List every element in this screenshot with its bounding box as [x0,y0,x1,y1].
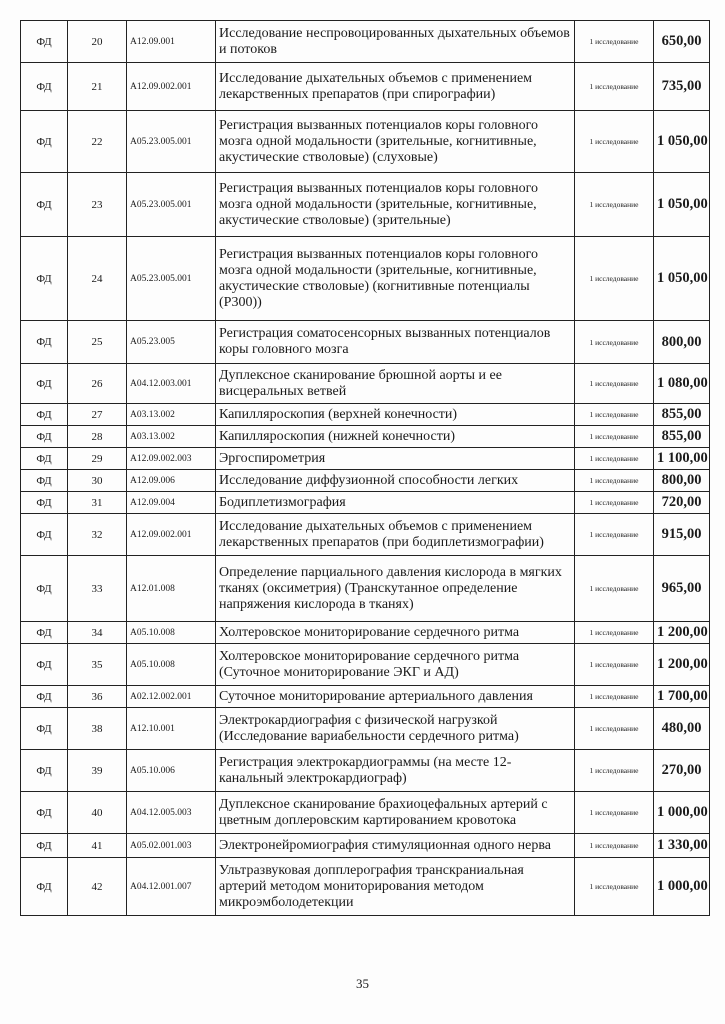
price-cell: 720,00 [654,492,710,514]
section-cell: ФД [21,404,68,426]
table-row [21,111,710,173]
unit-cell: 1 исследование [575,750,654,792]
number-cell: 36 [68,686,127,708]
number-cell: 29 [68,448,127,470]
table-row [21,708,710,750]
unit-cell: 1 исследование [575,556,654,622]
number-cell: 22 [68,111,127,173]
section-cell: ФД [21,63,68,111]
service-name-cell: Электрокардиография с физической нагрузкой (Исследование вариабельности сердечного ритма) [216,708,575,750]
price-table-body [21,21,710,916]
unit-cell: 1 исследование [575,470,654,492]
section-cell: ФД [21,556,68,622]
unit-cell: 1 исследование [575,834,654,858]
unit-cell: 1 исследование [575,792,654,834]
service-name-cell: Исследование дыхательных объемов с применением лекарственных препаратов (при бодиплетизмографии) [216,514,575,556]
service-name-cell: Капилляроскопия (нижней конечности) [216,426,575,448]
section-cell: ФД [21,622,68,644]
number-cell: 41 [68,834,127,858]
number-cell: 24 [68,237,127,321]
code-cell: A05.10.008 [127,622,216,644]
unit-cell: 1 исследование [575,514,654,556]
service-name-cell: Определение парциального давления кислорода в мягких тканях (оксиметрия) (Транскутанное определение напряжения кислорода в тканях) [216,556,575,622]
service-name-cell: Исследование неспровоцированных дыхательных объемов и потоков [216,21,575,63]
section-cell: ФД [21,686,68,708]
unit-cell: 1 исследование [575,321,654,364]
service-name-cell: Регистрация соматосенсорных вызванных потенциалов коры головного мозга [216,321,575,364]
service-name-cell: Исследование дыхательных объемов с применением лекарственных препаратов (при спирографии) [216,63,575,111]
table-row [21,556,710,622]
price-cell: 1 050,00 [654,173,710,237]
section-cell: ФД [21,173,68,237]
number-cell: 20 [68,21,127,63]
price-cell: 1 000,00 [654,858,710,916]
section-cell: ФД [21,111,68,173]
unit-cell: 1 исследование [575,404,654,426]
code-cell: A05.23.005.001 [127,237,216,321]
unit-cell: 1 исследование [575,111,654,173]
section-cell: ФД [21,708,68,750]
service-name-cell: Капилляроскопия (верхней конечности) [216,404,575,426]
number-cell: 42 [68,858,127,916]
code-cell: A05.23.005.001 [127,173,216,237]
section-cell: ФД [21,750,68,792]
service-name-cell: Регистрация электрокардиограммы (на месте 12-канальный электрокардиограф) [216,750,575,792]
service-name-cell: Дуплексное сканирование брюшной аорты и ее висцеральных ветвей [216,364,575,404]
number-cell: 23 [68,173,127,237]
service-name-cell: Суточное мониторирование артериального давления [216,686,575,708]
service-name-cell: Исследование диффузионной способности легких [216,470,575,492]
number-cell: 31 [68,492,127,514]
number-cell: 35 [68,644,127,686]
number-cell: 21 [68,63,127,111]
table-row [21,470,710,492]
unit-cell: 1 исследование [575,686,654,708]
table-row [21,858,710,916]
price-cell: 1 200,00 [654,644,710,686]
unit-cell: 1 исследование [575,708,654,750]
unit-cell: 1 исследование [575,426,654,448]
section-cell: ФД [21,858,68,916]
number-cell: 26 [68,364,127,404]
price-cell: 800,00 [654,321,710,364]
page-number: 35 [356,976,369,991]
number-cell: 39 [68,750,127,792]
table-row [21,792,710,834]
unit-cell: 1 исследование [575,622,654,644]
price-cell: 650,00 [654,21,710,63]
service-name-cell: Бодиплетизмография [216,492,575,514]
code-cell: A02.12.002.001 [127,686,216,708]
table-row [21,644,710,686]
price-cell: 855,00 [654,426,710,448]
section-cell: ФД [21,470,68,492]
code-cell: A03.13.002 [127,426,216,448]
code-cell: A12.09.006 [127,470,216,492]
code-cell: A04.12.005.003 [127,792,216,834]
price-cell: 1 200,00 [654,622,710,644]
price-cell: 480,00 [654,708,710,750]
code-cell: A05.10.008 [127,644,216,686]
table-row [21,173,710,237]
price-cell: 1 100,00 [654,448,710,470]
table-row [21,834,710,858]
code-cell: A05.23.005.001 [127,111,216,173]
number-cell: 38 [68,708,127,750]
price-cell: 1 000,00 [654,792,710,834]
unit-cell: 1 исследование [575,858,654,916]
unit-cell: 1 исследование [575,173,654,237]
price-cell: 965,00 [654,556,710,622]
section-cell: ФД [21,321,68,364]
number-cell: 33 [68,556,127,622]
section-cell: ФД [21,514,68,556]
section-cell: ФД [21,21,68,63]
table-row [21,321,710,364]
section-cell: ФД [21,426,68,448]
service-name-cell: Ультразвуковая допплерография транскраниальная артерий методом мониторирования методом микроэмболодетекции [216,858,575,916]
table-row [21,492,710,514]
price-cell: 1 050,00 [654,237,710,321]
price-cell: 270,00 [654,750,710,792]
table-row [21,63,710,111]
unit-cell: 1 исследование [575,237,654,321]
price-table [20,20,710,916]
section-cell: ФД [21,792,68,834]
table-row [21,21,710,63]
code-cell: A12.01.008 [127,556,216,622]
service-name-cell: Регистрация вызванных потенциалов коры головного мозга одной модальности (зрительные, когнитивные, акустические стволовые) (когнитивные потенциалы (Р300)) [216,237,575,321]
price-cell: 915,00 [654,514,710,556]
table-row [21,426,710,448]
table-row [21,750,710,792]
number-cell: 32 [68,514,127,556]
section-cell: ФД [21,237,68,321]
price-cell: 1 050,00 [654,111,710,173]
unit-cell: 1 исследование [575,21,654,63]
code-cell: A04.12.003.001 [127,364,216,404]
number-cell: 30 [68,470,127,492]
unit-cell: 1 исследование [575,492,654,514]
table-row [21,622,710,644]
code-cell: A05.02.001.003 [127,834,216,858]
code-cell: A12.09.004 [127,492,216,514]
service-name-cell: Регистрация вызванных потенциалов коры головного мозга одной модальности (зрительные, когнитивные, акустические стволовые) (зрительные) [216,173,575,237]
code-cell: A12.10.001 [127,708,216,750]
service-name-cell: Холтеровское мониторирование сердечного ритма (Суточное мониторирование ЭКГ и АД) [216,644,575,686]
code-cell: A03.13.002 [127,404,216,426]
service-name-cell: Электронейромиография стимуляционная одного нерва [216,834,575,858]
number-cell: 40 [68,792,127,834]
price-cell: 1 080,00 [654,364,710,404]
code-cell: A12.09.001 [127,21,216,63]
code-cell: A12.09.002.003 [127,448,216,470]
unit-cell: 1 исследование [575,364,654,404]
table-row [21,237,710,321]
price-cell: 735,00 [654,63,710,111]
number-cell: 27 [68,404,127,426]
service-name-cell: Дуплексное сканирование брахиоцефальных артерий с цветным доплеровским картированием кровотока [216,792,575,834]
service-name-cell: Холтеровское мониторирование сердечного ритма [216,622,575,644]
section-cell: ФД [21,448,68,470]
section-cell: ФД [21,492,68,514]
section-cell: ФД [21,364,68,404]
section-cell: ФД [21,834,68,858]
price-cell: 800,00 [654,470,710,492]
table-row [21,448,710,470]
unit-cell: 1 исследование [575,644,654,686]
service-name-cell: Эргоспирометрия [216,448,575,470]
number-cell: 34 [68,622,127,644]
table-row [21,364,710,404]
code-cell: A05.23.005 [127,321,216,364]
unit-cell: 1 исследование [575,448,654,470]
table-row [21,686,710,708]
number-cell: 25 [68,321,127,364]
code-cell: A12.09.002.001 [127,63,216,111]
price-cell: 1 330,00 [654,834,710,858]
code-cell: A04.12.001.007 [127,858,216,916]
price-cell: 1 700,00 [654,686,710,708]
price-cell: 855,00 [654,404,710,426]
code-cell: A12.09.002.001 [127,514,216,556]
code-cell: A05.10.006 [127,750,216,792]
table-row [21,404,710,426]
unit-cell: 1 исследование [575,63,654,111]
section-cell: ФД [21,644,68,686]
number-cell: 28 [68,426,127,448]
service-name-cell: Регистрация вызванных потенциалов коры головного мозга одной модальности (зрительные, когнитивные, акустические стволовые) (слуховые) [216,111,575,173]
table-row [21,514,710,556]
